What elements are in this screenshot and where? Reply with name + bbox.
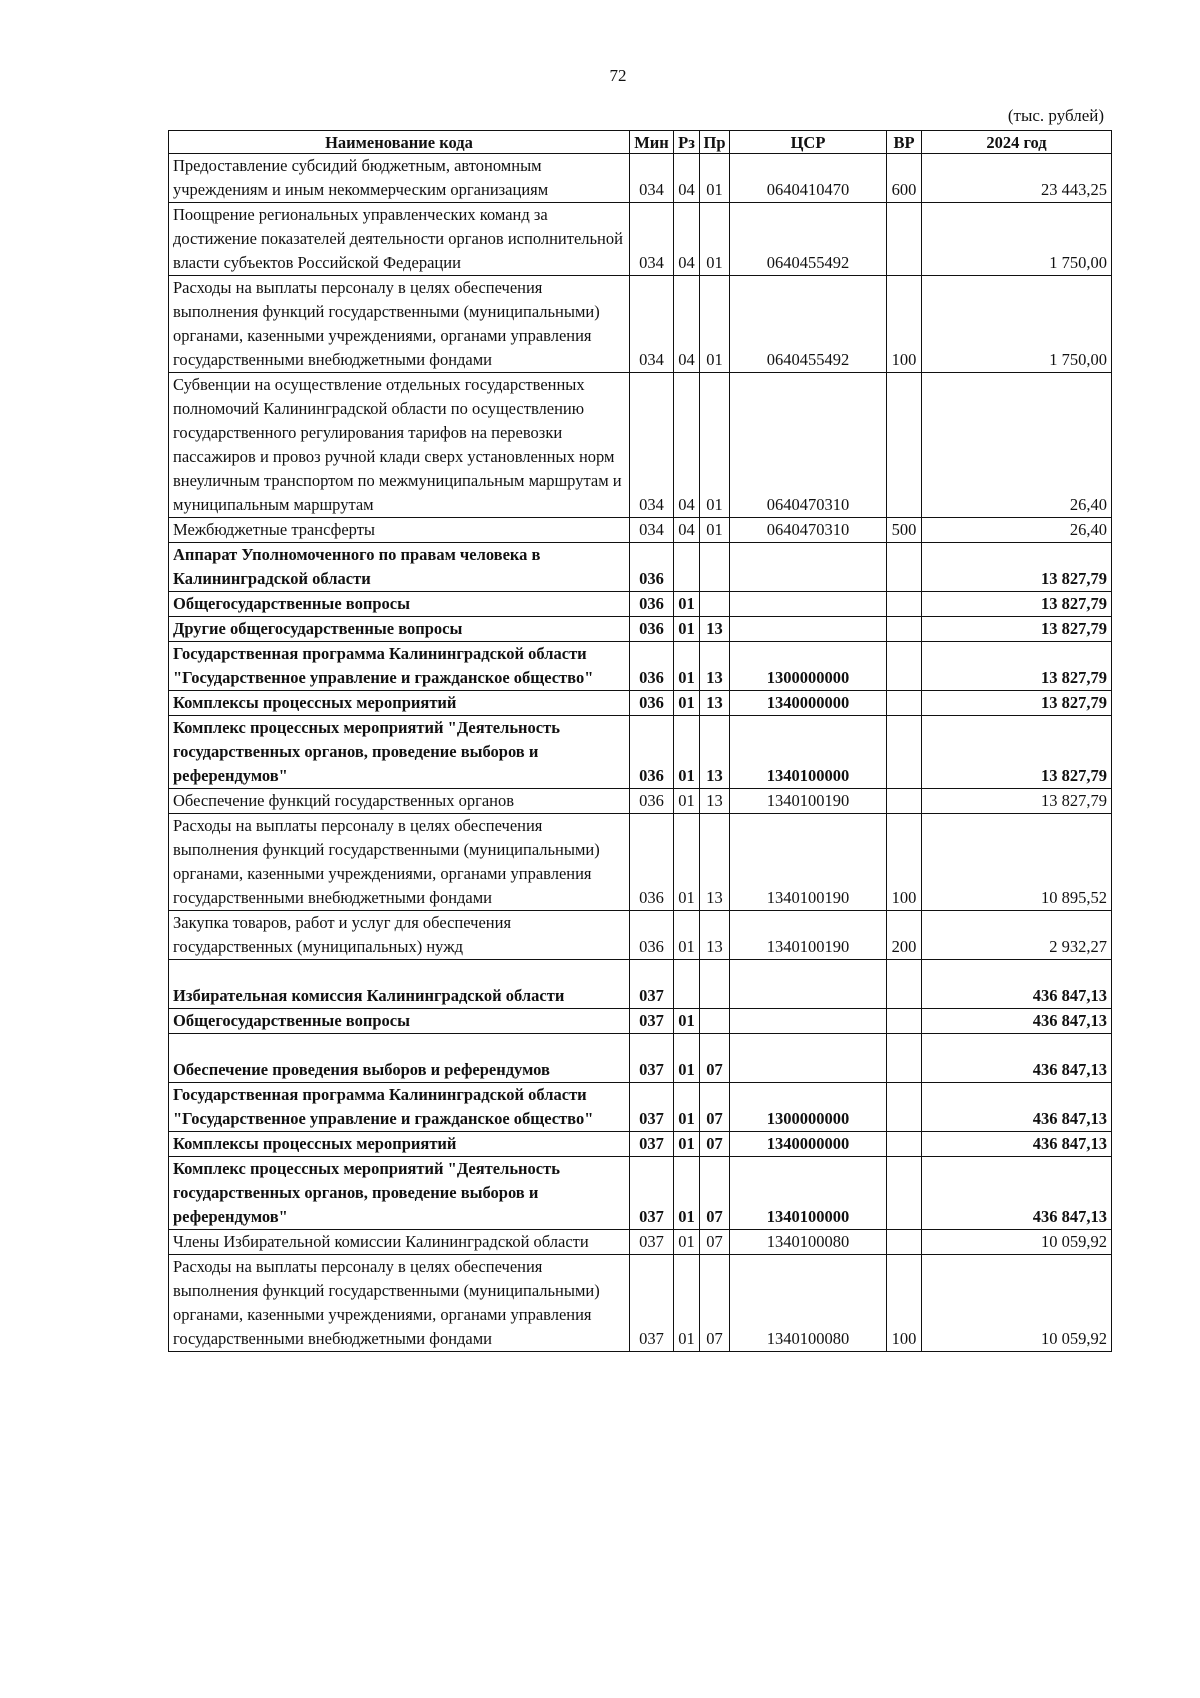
row-vr [887,960,922,1009]
row-amount: 13 827,79 [922,691,1112,716]
row-name: Другие общегосударственные вопросы [169,617,630,642]
row-amount: 1 750,00 [922,276,1112,373]
row-pr [700,543,730,592]
row-name: Поощрение региональных управленческих команд за достижение показателей деятельности органов исполнительной власти субъектов Российской Федерации [169,203,630,276]
row-csr [730,1034,887,1083]
row-amount: 13 827,79 [922,642,1112,691]
row-min: 037 [630,1230,674,1255]
row-pr [700,1009,730,1034]
header-pr: Пр [700,131,730,154]
table-row [169,276,1112,373]
row-amount: 23 443,25 [922,154,1112,203]
row-vr: 100 [887,1255,922,1352]
row-pr [700,592,730,617]
table-row [169,617,1112,642]
table-row [169,642,1112,691]
row-rz: 01 [674,1230,700,1255]
row-amount: 1 750,00 [922,203,1112,276]
row-rz: 04 [674,518,700,543]
row-pr: 07 [700,1034,730,1083]
row-csr: 0640470310 [730,518,887,543]
row-min: 034 [630,276,674,373]
row-pr: 13 [700,814,730,911]
row-csr: 0640410470 [730,154,887,203]
row-rz: 01 [674,716,700,789]
row-pr: 07 [700,1132,730,1157]
row-vr [887,543,922,592]
row-csr: 0640455492 [730,203,887,276]
row-vr: 600 [887,154,922,203]
row-rz: 04 [674,373,700,518]
row-min: 036 [630,691,674,716]
row-csr: 0640470310 [730,373,887,518]
table-row [169,691,1112,716]
row-csr: 1340100190 [730,911,887,960]
row-amount: 26,40 [922,373,1112,518]
row-name: Общегосударственные вопросы [169,592,630,617]
row-csr [730,617,887,642]
budget-table [168,130,1112,1352]
row-pr [700,960,730,1009]
row-vr: 200 [887,911,922,960]
row-rz: 01 [674,592,700,617]
table-row [169,592,1112,617]
table-row [169,1132,1112,1157]
row-amount: 10 895,52 [922,814,1112,911]
table-row [169,154,1112,203]
row-vr [887,691,922,716]
row-csr: 1340000000 [730,691,887,716]
table-row [169,960,1112,1009]
row-min: 034 [630,518,674,543]
page-number: 72 [609,66,627,85]
row-csr [730,960,887,1009]
table-row [169,814,1112,911]
row-min: 034 [630,154,674,203]
row-rz: 01 [674,1009,700,1034]
row-amount: 436 847,13 [922,1132,1112,1157]
table-row [169,1009,1112,1034]
row-rz: 04 [674,276,700,373]
row-pr: 01 [700,154,730,203]
table-row [169,716,1112,789]
row-rz: 04 [674,154,700,203]
header-name: Наименование кода [169,131,630,154]
row-vr [887,1132,922,1157]
row-csr: 1340100000 [730,1157,887,1230]
row-rz [674,543,700,592]
row-vr: 100 [887,276,922,373]
row-amount: 13 827,79 [922,592,1112,617]
row-vr [887,1083,922,1132]
row-amount: 436 847,13 [922,1083,1112,1132]
row-rz: 01 [674,642,700,691]
row-min: 037 [630,960,674,1009]
row-min: 036 [630,642,674,691]
table-row [169,789,1112,814]
row-rz: 01 [674,1255,700,1352]
table-row [169,1157,1112,1230]
row-vr [887,1157,922,1230]
row-amount: 10 059,92 [922,1230,1112,1255]
row-rz: 01 [674,691,700,716]
row-name: Комплекс процессных мероприятий "Деятельность государственных органов, проведение выборов и референдумов" [169,716,630,789]
row-name: Расходы на выплаты персоналу в целях обеспечения выполнения функций государственными (муниципальными) органами, казенными учреждениями, органами управления государственными внебюджетными фондами [169,814,630,911]
row-min: 034 [630,203,674,276]
row-min: 037 [630,1034,674,1083]
row-pr: 13 [700,789,730,814]
row-name: Предоставление субсидий бюджетным, автономным учреждениям и иным некоммерческим организациям [169,154,630,203]
row-name: Государственная программа Калининградской области "Государственное управление и гражданское общество" [169,1083,630,1132]
header-rz: Рз [674,131,700,154]
row-pr: 07 [700,1255,730,1352]
row-name: Расходы на выплаты персоналу в целях обеспечения выполнения функций государственными (муниципальными) органами, казенными учреждениями, органами управления государственными внебюджетными фондами [169,276,630,373]
row-amount: 13 827,79 [922,543,1112,592]
row-min: 037 [630,1009,674,1034]
row-vr [887,373,922,518]
row-vr [887,1009,922,1034]
row-rz: 04 [674,203,700,276]
row-min: 036 [630,789,674,814]
row-vr [887,789,922,814]
row-amount: 13 827,79 [922,789,1112,814]
row-amount: 10 059,92 [922,1255,1112,1352]
row-csr [730,592,887,617]
row-csr [730,1009,887,1034]
header-csr: ЦСР [730,131,887,154]
row-min: 037 [630,1132,674,1157]
row-amount: 13 827,79 [922,716,1112,789]
row-pr: 13 [700,716,730,789]
row-vr: 100 [887,814,922,911]
row-pr: 07 [700,1083,730,1132]
row-min: 036 [630,911,674,960]
row-pr: 13 [700,642,730,691]
row-amount: 436 847,13 [922,1157,1112,1230]
row-pr: 01 [700,373,730,518]
row-min: 036 [630,592,674,617]
row-amount: 13 827,79 [922,617,1112,642]
row-name: Государственная программа Калининградской области "Государственное управление и гражданское общество" [169,642,630,691]
header-min: Мин [630,131,674,154]
row-name: Комплекс процессных мероприятий "Деятельность государственных органов, проведение выборов и референдумов" [169,1157,630,1230]
row-vr [887,642,922,691]
row-csr: 1340100080 [730,1230,887,1255]
row-name: Комплексы процессных мероприятий [169,691,630,716]
row-name: Комплексы процессных мероприятий [169,1132,630,1157]
row-amount: 436 847,13 [922,960,1112,1009]
header-vr: ВР [887,131,922,154]
row-rz: 01 [674,1132,700,1157]
row-name: Обеспечение проведения выборов и референдумов [169,1034,630,1083]
row-rz: 01 [674,911,700,960]
row-name: Расходы на выплаты персоналу в целях обеспечения выполнения функций государственными (муниципальными) органами, казенными учреждениями, органами управления государственными внебюджетными фондами [169,1255,630,1352]
units-label: (тыс. рублей) [1007,106,1104,125]
table-row [169,543,1112,592]
row-vr [887,716,922,789]
row-csr: 1340100190 [730,789,887,814]
row-csr: 1340000000 [730,1132,887,1157]
row-min: 037 [630,1083,674,1132]
row-vr [887,203,922,276]
row-csr: 1300000000 [730,1083,887,1132]
row-min: 036 [630,617,674,642]
row-min: 037 [630,1255,674,1352]
row-pr: 01 [700,203,730,276]
row-name: Общегосударственные вопросы [169,1009,630,1034]
row-amount: 436 847,13 [922,1034,1112,1083]
row-min: 037 [630,1157,674,1230]
table-row [169,1034,1112,1083]
table-row [169,1230,1112,1255]
table-row [169,373,1112,518]
row-csr: 1340100190 [730,814,887,911]
row-pr: 07 [700,1230,730,1255]
row-min: 034 [630,373,674,518]
row-pr: 01 [700,518,730,543]
row-name: Избирательная комиссия Калининградской области [169,960,630,1009]
row-rz: 01 [674,814,700,911]
table-row [169,1083,1112,1132]
row-amount: 26,40 [922,518,1112,543]
row-vr [887,1034,922,1083]
row-min: 036 [630,716,674,789]
row-csr: 1300000000 [730,642,887,691]
row-pr: 07 [700,1157,730,1230]
row-name: Аппарат Уполномоченного по правам человека в Калининградской области [169,543,630,592]
row-vr [887,617,922,642]
table-row [169,203,1112,276]
row-name: Межбюджетные трансферты [169,518,630,543]
row-name: Обеспечение функций государственных органов [169,789,630,814]
row-vr: 500 [887,518,922,543]
row-pr: 13 [700,911,730,960]
row-rz: 01 [674,1157,700,1230]
row-csr: 1340100000 [730,716,887,789]
row-csr [730,543,887,592]
row-amount: 2 932,27 [922,911,1112,960]
row-min: 036 [630,543,674,592]
row-rz: 01 [674,1083,700,1132]
row-name: Члены Избирательной комиссии Калининградской области [169,1230,630,1255]
row-rz [674,960,700,1009]
row-csr: 0640455492 [730,276,887,373]
row-rz: 01 [674,789,700,814]
header-amount: 2024 год [922,131,1112,154]
row-amount: 436 847,13 [922,1009,1112,1034]
row-pr: 13 [700,691,730,716]
row-min: 036 [630,814,674,911]
row-name: Закупка товаров, работ и услуг для обеспечения государственных (муниципальных) нужд [169,911,630,960]
row-vr [887,592,922,617]
row-vr [887,1230,922,1255]
row-name: Субвенции на осуществление отдельных государственных полномочий Калининградской области по осуществлению государственного регулирования тарифов на перевозки пассажиров и провоз ручной клади сверх установленных норм внеуличным транспортом по межмуниципальным маршрутам и муниципальным маршрутам [169,373,630,518]
row-rz: 01 [674,1034,700,1083]
row-rz: 01 [674,617,700,642]
table-body [169,154,1112,1352]
table-row [169,518,1112,543]
table-row [169,1255,1112,1352]
row-pr: 01 [700,276,730,373]
row-pr: 13 [700,617,730,642]
table-row [169,911,1112,960]
row-csr: 1340100080 [730,1255,887,1352]
table-header-row [169,131,1112,154]
